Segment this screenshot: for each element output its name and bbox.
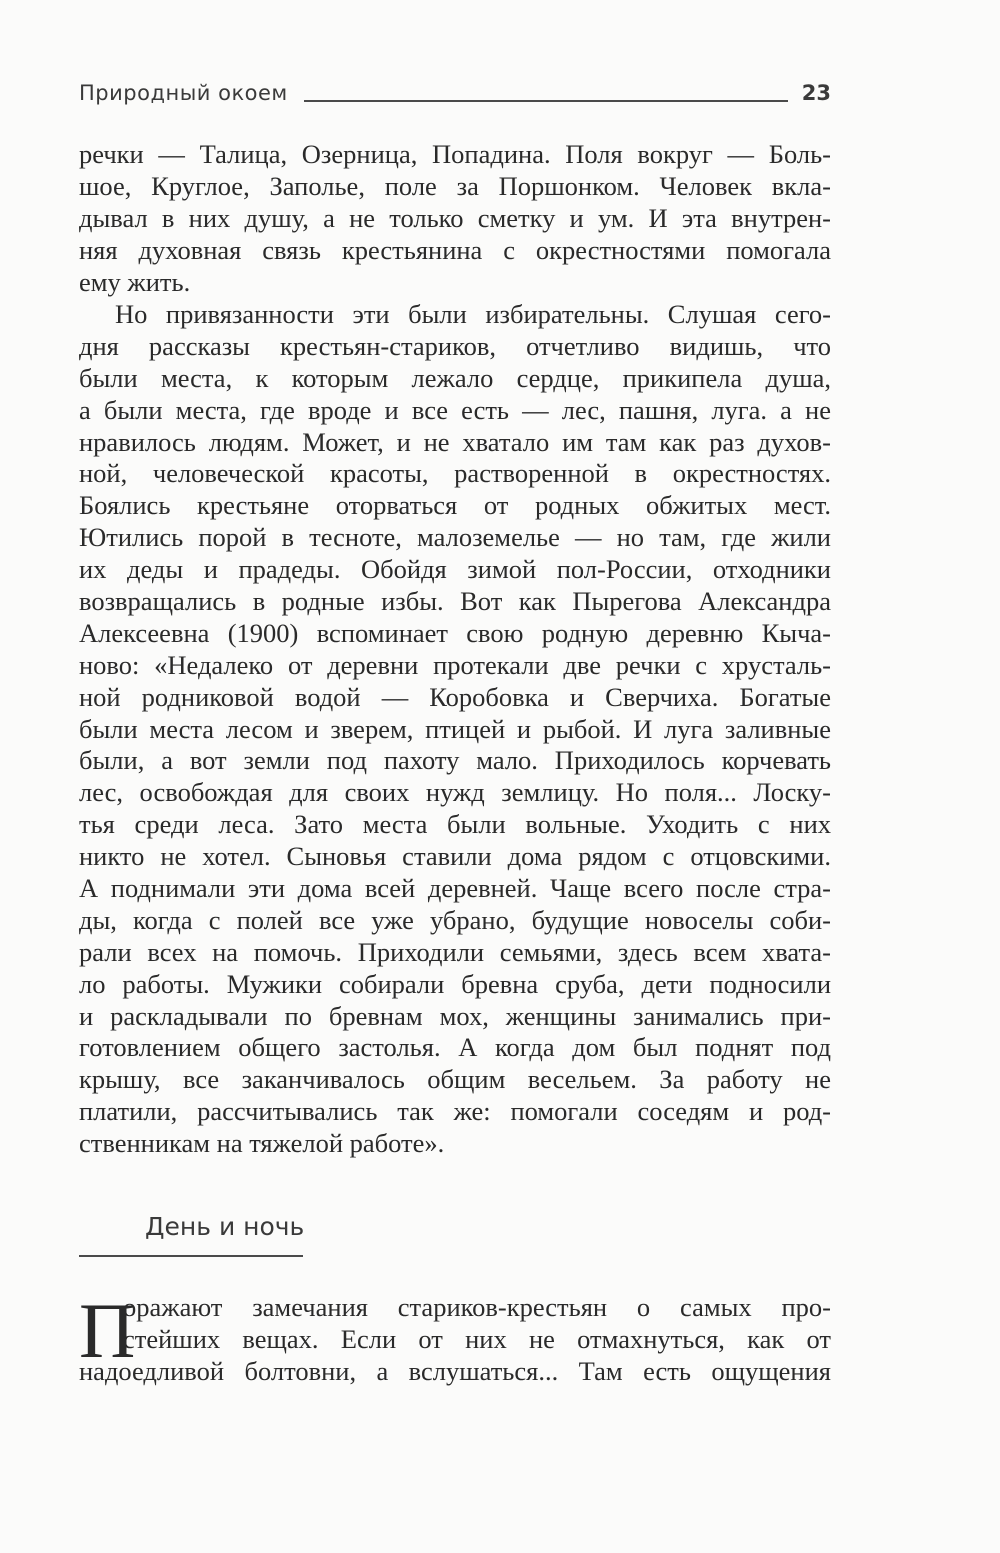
text-line: возвращались в родные избы. Вот как Пырегова Александра xyxy=(79,586,831,617)
paragraph-1 xyxy=(79,139,831,298)
text-line: речки — Талица, Озерница, Попадина. Поля вокруг — Боль- xyxy=(79,139,831,169)
text-line: шое, Круглое, Заполье, поле за Поршонком. Человек вкла- xyxy=(79,170,831,201)
text-line: были места, к которым лежало сердце, прикипела душа, xyxy=(79,362,831,393)
text-line: были места лесом и зверем, птицей и рыбой. И луга заливные xyxy=(79,713,831,744)
text-line: дывал в них душу, а не только сметку и ум. И эта внутрен- xyxy=(79,202,831,233)
drop-cap: П xyxy=(79,1287,136,1374)
header-rule xyxy=(304,100,788,102)
page-number: 23 xyxy=(801,81,831,105)
text-line: ной, человеческой красоты, растворенной в окрестностях. xyxy=(79,458,831,489)
text-line: и раскладывали по бревнам мох, женщины занимались при- xyxy=(79,1000,831,1031)
text-line: тья среди леса. Зато места были вольные. Уходить с них xyxy=(79,809,831,840)
text-line: Но привязанности эти были избирательны. Слушая сего- xyxy=(115,299,831,329)
running-header xyxy=(79,74,831,108)
text-line: ло работы. Мужики собирали бревна сруба, дети подносили xyxy=(79,968,831,999)
section-heading xyxy=(79,1212,319,1260)
section-title: День и ночь xyxy=(145,1212,305,1241)
running-header-title: Природный окоем xyxy=(79,81,288,105)
text-line: Боялись крестьяне оторваться от родных обжитых мест. xyxy=(79,490,831,521)
text-line: их деды и прадеды. Обойдя зимой пол-России, отходники xyxy=(79,554,831,585)
text-line: а были места, где вроде и все есть — лес, пашня, луга. а не xyxy=(79,394,831,425)
text-line: рали всех на помочь. Приходили семьями, здесь всем хвата- xyxy=(79,936,831,967)
text-line: нравилось людям. Может, и не хватало им там как раз духов- xyxy=(79,426,831,457)
paragraph-3 xyxy=(79,1287,831,1388)
text-line: А поднимали эти дома всей деревней. Чаще всего после стра- xyxy=(79,873,831,904)
text-line: Ютились порой в тесноте, малоземелье — но там, где жили xyxy=(79,522,831,553)
text-line: стейших вещах. Если от них не отмахнуться, как от xyxy=(123,1323,831,1354)
text-line: ной родниковой водой — Коробовка и Сверчиха. Богатые xyxy=(79,681,831,712)
text-line: никто не хотел. Сыновья ставили дома рядом с отцовскими. xyxy=(79,841,831,872)
text-line: готовлением общего застолья. А когда дом был поднят под xyxy=(79,1032,831,1063)
text-line: ново: «Недалеко от деревни протекали две речки с хрусталь- xyxy=(79,649,831,680)
text-line: оражают замечания стариков-крестьян о самых про- xyxy=(123,1292,831,1322)
text-line: были, а вот земли под пахоту мало. Приходилось корчевать xyxy=(79,745,831,776)
text-line: крышу, все заканчивалось общим весельем. За работу не xyxy=(79,1064,831,1095)
section-rule xyxy=(79,1255,303,1257)
text-line: ды, когда с полей все уже убрано, будущие новоселы соби- xyxy=(79,904,831,935)
text-line: лес, освобождая для своих нужд землицу. Но поля... Лоску- xyxy=(79,777,831,808)
text-line: ему жить. xyxy=(79,266,191,297)
text-line: ственникам на тяжелой работе». xyxy=(79,1128,445,1159)
text-line: надоедливой болтовни, а вслушаться... Там есть ощущения xyxy=(79,1355,831,1386)
text-line: платили, рассчитывались так же: помогали соседям и род- xyxy=(79,1096,831,1127)
text-line: няя духовная связь крестьянина с окрестностями помогала xyxy=(79,234,831,265)
text-line: Алексеевна (1900) вспоминает свою родную деревню Кыча- xyxy=(79,617,831,648)
paragraph-2 xyxy=(79,299,831,1160)
text-line: дня рассказы крестьян-стариков, отчетливо видишь, что xyxy=(79,330,831,361)
